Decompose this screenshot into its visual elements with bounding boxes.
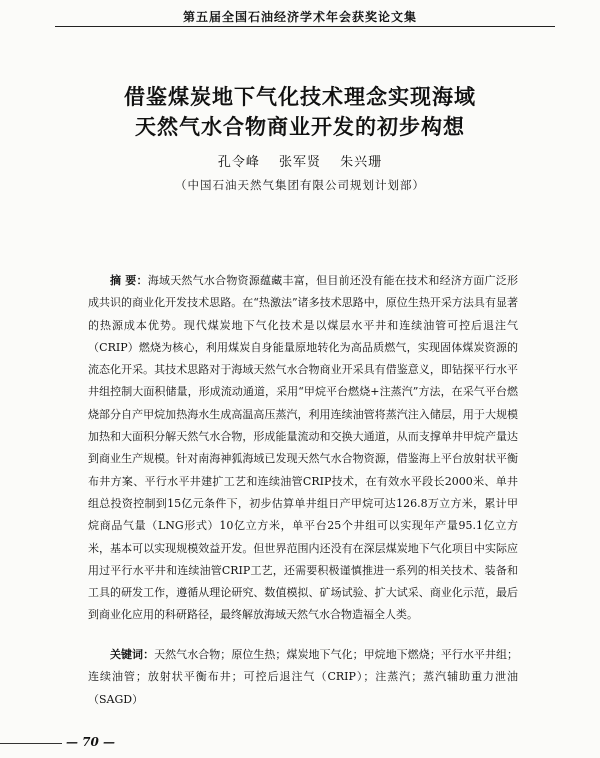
author-affiliation: （中国石油天然气集团有限公司规划计划部） <box>175 178 425 192</box>
keywords-label: 关键词： <box>110 648 155 661</box>
header-rule <box>55 26 555 27</box>
author-list: 孔令峰 张军贤 朱兴珊 <box>217 155 383 170</box>
abstract-label: 摘 要： <box>110 274 148 287</box>
abstract-text: 海域天然气水合物资源蕴藏丰富，但目前还没有能在技术和经济方面广泛形成共识的商业化开发技术思路。在“热激法”诸多技术思路中，原位生热开采方法具有显著的热源成本优势。现代煤炭地下气化技术是以煤层水平井和连续油管可控后退注气（CRIP）燃烧为核心，利用煤炭自身能量原地转化为高品质燃气，实现固体煤炭资源的流态化开采。其技术思路对于海域天然气水合物商业开采具有借鉴意义，即钻探平行水平井组控制大面积储量，形成流动通道，采用“甲烷平台燃烧+注蒸汽”方法，在采气平台燃烧部分自产甲烷加热海水生成高温高压蒸汽，利用连续油管将蒸汽注入储层，用于大规模加热和大面积分解天然气水合物，形成能量流动和交换大通道，从而支撑单井甲烷产量达到商业生产规模。针对南海神狐海域已发现天然气水合物资源，借鉴海上平台放射状平衡布井方案、平行水平井建扩工艺和连续油管CRIP技术，在有效水平段长2000米、单井组总投资控制到15亿元条件下，初步估算单井组日产甲烷可达126.8万立方米，累计甲烷商品气量（LNG形式）10亿立方米，单平台25个井组可以实现年产量95.1亿立方米，基本可以实现规模效益开发。但世界范围内还没有在深层煤炭地下气化项目中实际应用过平行水平井和连续油管CRIP工艺，还需要积极谨慎推进一系列的相关技术、装备和工具的研发工作，遵循从理论研究、数值模拟、矿场试验、扩大试采、商业化示范，最后到商业化应用的科研路径，最终解放海域天然气水合物造福全人类。 <box>88 274 518 622</box>
title-line-1: 借鉴煤炭地下气化技术理念实现海域 <box>124 84 476 109</box>
running-header: 第五届全国石油经济学术年会获奖论文集 <box>182 10 417 24</box>
footer-rule <box>0 743 62 744</box>
page-number: — 70 — <box>66 735 116 749</box>
abstract <box>88 270 518 627</box>
article-title <box>50 82 550 142</box>
title-line-2: 天然气水合物商业开发的初步构想 <box>135 114 465 139</box>
keywords <box>88 644 518 711</box>
keywords-text: 天然气水合物；原位生热；煤炭地下气化；甲烷地下燃烧；平行水平井组；连续油管；放射状平衡布井；可控后退注气（CRIP）；注蒸汽；蒸汽辅助重力泄油（SAGD） <box>88 648 519 706</box>
